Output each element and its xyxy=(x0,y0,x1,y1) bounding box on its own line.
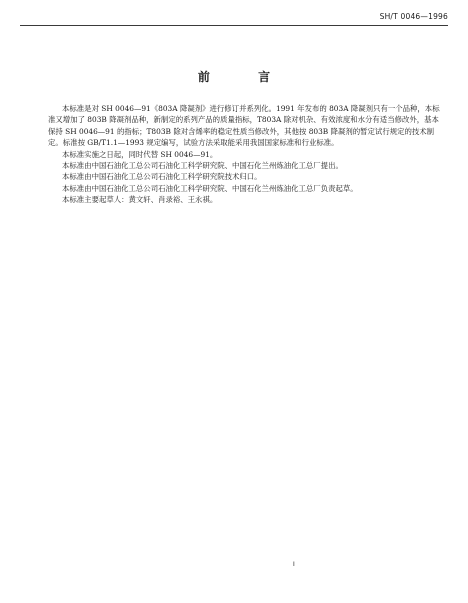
page-number: I xyxy=(293,561,295,568)
page-title: 前 言 xyxy=(197,70,293,84)
foreword-body xyxy=(48,103,440,206)
paragraph-revision: 本标准是对 SH 0046—91《803A 降凝剂》进行修订并系列化。1991 年发布的 803A 降凝剂只有一个品种，本标准又增加了 803B 降凝剂品种，新制定的系列产品的质量指标，T803A 除对机杂、有效浓度和水分有适当修改外，基本保持 SH 0046—91 的指标；T803B 除对含烯率的稳定性质当修改外，其他按 803B 降凝剂的暂定试行规定的技术制定。标准按 GB/T1.1—1993 规定编写，试验方法采取能采用我国国家标准和行业标准。 xyxy=(48,104,440,148)
paragraph-replacement: 本标准实施之日起，同时代替 SH 0046—91。 xyxy=(62,149,218,159)
paragraph-drafters-org: 本标准由中国石油化工总公司石油化工科学研究院、中国石化兰州炼油化工总厂负责起草。 xyxy=(62,183,358,193)
paragraph-drafters: 本标准主要起草人：黄文轩、肖录裕、王永祺。 xyxy=(62,195,218,205)
paragraph-centralizer: 本标准由中国石油化工总公司石油化工科学研究院技术归口。 xyxy=(62,172,262,182)
header-rule xyxy=(20,25,448,26)
paragraph-proposer: 本标准由中国石油化工总公司石油化工科学研究院、中国石化兰州炼油化工总厂提出。 xyxy=(62,161,343,171)
standard-code: SH/T 0046—1996 xyxy=(379,12,448,21)
